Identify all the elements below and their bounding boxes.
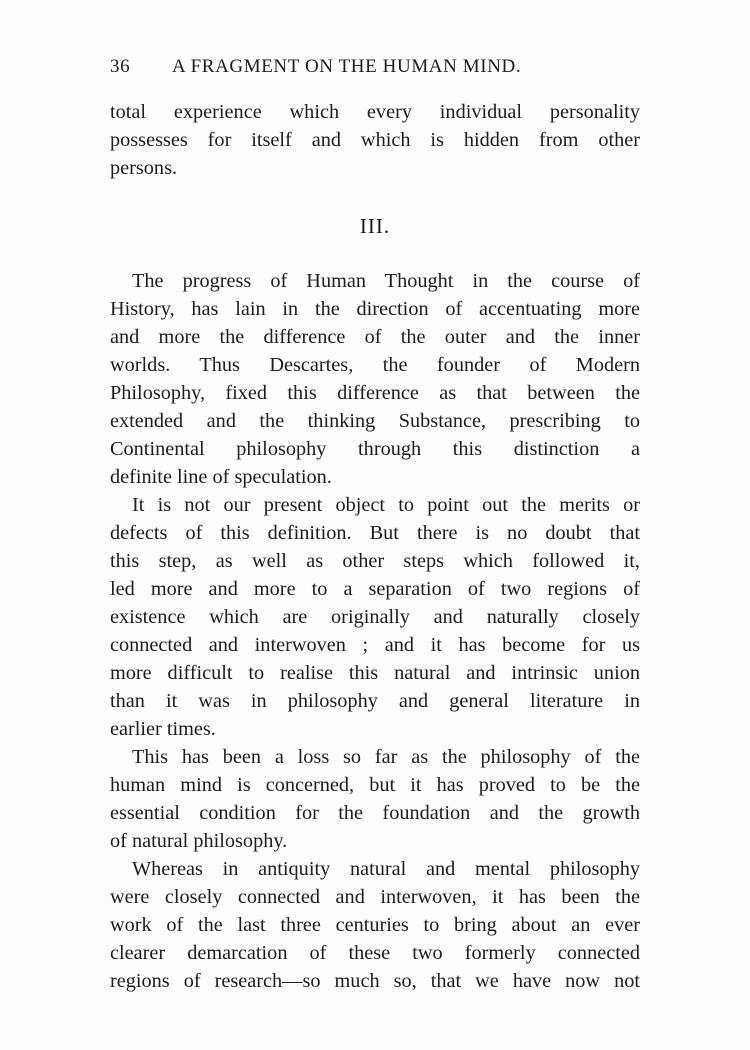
text-line: and more the difference of the outer and the inner bbox=[110, 326, 640, 348]
text-line: this step, as well as other steps which followed it, bbox=[110, 550, 640, 572]
page-number: 36 bbox=[110, 56, 131, 77]
text-line: human mind is concerned, but it has proved to be the bbox=[110, 774, 640, 796]
text-line: worlds. Thus Descartes, the founder of Modern bbox=[110, 354, 640, 376]
text-line: led more and more to a separation of two regions of bbox=[110, 578, 640, 600]
text-line: extended and the thinking Substance, prescribing to bbox=[110, 410, 640, 432]
text-line: Whereas in antiquity natural and mental philosophy bbox=[132, 858, 640, 880]
paragraph bbox=[110, 743, 640, 855]
text-line: clearer demarcation of these two formerly connected bbox=[110, 942, 640, 964]
running-head bbox=[110, 56, 640, 84]
text-line: defects of this definition. But there is no doubt that bbox=[110, 522, 640, 544]
text-line: work of the last three centuries to bring about an ever bbox=[110, 914, 640, 936]
paragraph-continuation bbox=[110, 98, 640, 182]
text-line: were closely connected and interwoven, it has been the bbox=[110, 886, 640, 908]
text-line: total experience which every individual personality bbox=[110, 101, 640, 123]
text-line: It is not our present object to point out the merits or bbox=[132, 494, 640, 516]
text-line: History, has lain in the direction of accentuating more bbox=[110, 298, 640, 320]
paragraph bbox=[110, 267, 640, 491]
text-line: connected and interwoven ; and it has become for us bbox=[110, 634, 640, 656]
text-line: possesses for itself and which is hidden from other bbox=[110, 129, 640, 151]
text-line: Continental philosophy through this distinction a bbox=[110, 438, 640, 460]
text-line: regions of research—so much so, that we have now not bbox=[110, 970, 640, 992]
paragraph bbox=[110, 855, 640, 995]
text-line: existence which are originally and naturally closely bbox=[110, 606, 640, 628]
text-line: Philosophy, fixed this difference as that between the bbox=[110, 382, 640, 404]
text-line: earlier times. bbox=[110, 718, 216, 740]
text-line: persons. bbox=[110, 157, 178, 179]
text-line: definite line of speculation. bbox=[110, 466, 332, 488]
text-line: The progress of Human Thought in the course of bbox=[132, 270, 640, 292]
text-line: more difficult to realise this natural and intrinsic union bbox=[110, 662, 640, 684]
text-line: This has been a loss so far as the philosophy of the bbox=[132, 746, 640, 768]
running-title: A FRAGMENT ON THE HUMAN MIND. bbox=[172, 56, 522, 77]
paragraph bbox=[110, 491, 640, 743]
section-heading: III. bbox=[359, 214, 391, 238]
text-line: than it was in philosophy and general literature in bbox=[110, 690, 640, 712]
text-line: essential condition for the foundation and the growth bbox=[110, 802, 640, 824]
text-line: of natural philosophy. bbox=[110, 830, 288, 852]
